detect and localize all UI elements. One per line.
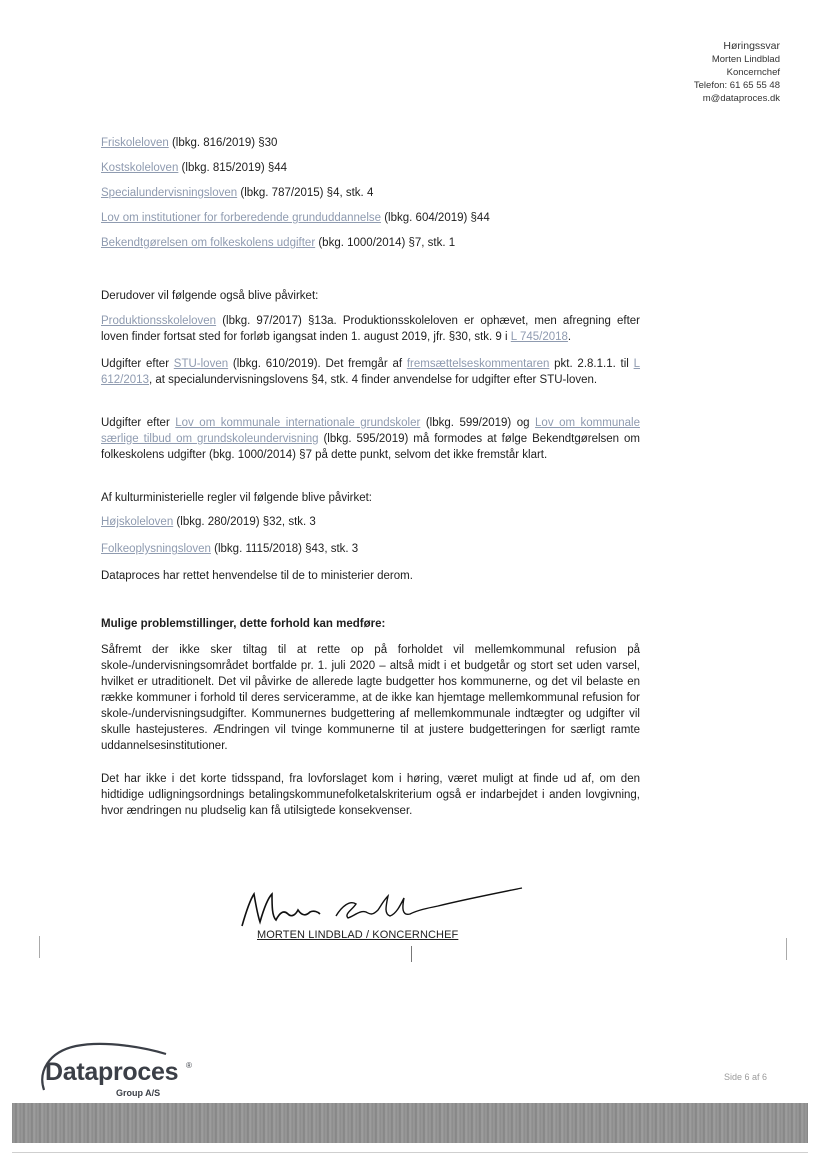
law-link[interactable]: Bekendtgørelsen om folkeskolens udgifter (101, 237, 316, 249)
law-link[interactable]: fremsættelseskommentaren (406, 358, 550, 370)
law-item-friskole (101, 137, 277, 149)
header-name: Morten Lindblad (711, 54, 780, 65)
law-ref: (lbkg. 604/2019) §44 (381, 212, 490, 224)
law-link[interactable]: Folkeoplysningsloven (101, 543, 211, 555)
paragraph-grundskoler (101, 415, 640, 463)
law-link[interactable]: Produktionsskoleloven (101, 315, 217, 327)
paragraph-text: (lbkg. 610/2019). Det fremgår af (228, 358, 407, 370)
margin-mark-right (786, 938, 787, 960)
law-link[interactable]: Lov om kommunale internationale grundskoler (175, 417, 421, 429)
signature-image (232, 886, 532, 932)
signature-tick (411, 946, 412, 962)
law-item-specialundervisning (101, 187, 373, 199)
paragraph-produktionsskole (101, 313, 640, 345)
paragraph-text: Udgifter efter (101, 417, 176, 429)
law-link[interactable]: L 745/2018 (510, 331, 568, 343)
law-link[interactable]: Lov om institutioner for forberedende grunduddannelse (101, 212, 382, 224)
law-item-kostskole (101, 162, 287, 174)
letter-header (694, 40, 780, 105)
paragraph-stu (101, 356, 640, 388)
header-role: Koncernchef (726, 67, 780, 78)
law-item-fgu (101, 212, 490, 224)
logo-subtitle: Group A/S (116, 1088, 161, 1098)
law-link[interactable]: Friskoleloven (101, 137, 169, 149)
law-link[interactable]: STU-loven (173, 358, 229, 370)
kultur-intro: Af kulturministerielle regler vil følgende blive påvirket: (101, 492, 372, 504)
signature-name: MORTEN LINDBLAD / KONCERNCHEF (257, 929, 459, 941)
law-item-bekendtgoerelse (101, 237, 455, 249)
margin-mark-left (39, 936, 40, 958)
paragraph-text: (lbkg. 599/2019) og (420, 417, 536, 429)
law-ref: (bkg. 1000/2014) §7, stk. 1 (315, 237, 456, 249)
footer-rule (12, 1152, 808, 1153)
page-number: Side 6 af 6 (724, 1072, 768, 1082)
header-email: m@dataproces.dk (702, 93, 780, 104)
header-phone: Telefon: 61 65 55 48 (693, 80, 780, 91)
law-ref: (lbkg. 815/2019) §44 (178, 162, 288, 174)
paragraph-text: Udgifter efter (101, 358, 174, 370)
law-link[interactable]: L 612/2013 (101, 358, 641, 386)
paragraph-text: , at specialundervisningslovens §4, stk. 4 finder anvendelse for udgifter efter STU-loven. (148, 374, 598, 386)
logo-wordmark: Dataproces (45, 1058, 179, 1086)
paragraph-text: (lbkg. 595/2019) må formodes at følge Bekendtgørelsen om folkeskolens udgifter (bkg. 1000/2014) §7 på dette punkt, selvom det ikke fremstår klart. (101, 433, 640, 461)
law-link[interactable]: Kostskoleloven (101, 162, 179, 174)
paragraph-udligning: Det har ikke i det korte tidsspand, fra lovforslaget kom i høring, været muligt at finde ud af, om den hidtidige udligningsordnings betalingskommunefolketalskriterium også er indarbejdet i anden lovgivning, hvor ændringen nu pludselig kan få utilsigtede konsekvenser. (101, 773, 640, 817)
paragraph-text: . (567, 331, 572, 343)
law-link[interactable]: Lov om kommunale særlige tilbud om grundskoleundervisning (101, 417, 640, 445)
law-ref: (lbkg. 280/2019) §32, stk. 3 (173, 516, 316, 528)
law-ref: (lbkg. 1115/2018) §43, stk. 3 (210, 543, 359, 555)
paragraph-text: pkt. 2.8.1.1. til (549, 358, 634, 370)
law-link[interactable]: Højskoleloven (101, 516, 174, 528)
law-item-folkeoplysning (101, 543, 358, 555)
header-title: Høringssvar (723, 40, 780, 52)
footer-bar (12, 1103, 808, 1143)
law-ref: (lbkg. 816/2019) §30 (168, 137, 278, 149)
law-ref: (lbkg. 787/2015) §4, stk. 4 (237, 187, 374, 199)
section2-heading: Mulige problemstillinger, dette forhold kan medføre: (101, 618, 386, 630)
section1-intro: Derudover vil følgende også blive påvirket: (101, 290, 319, 302)
paragraph-consequences: Såfremt der ikke sker tiltag til at rette op på forholdet vil mellemkommunal refusion på skole-/undervisningsområdet bortfalde pr. 1. juli 2020 – altså midt i et budgetår og stort set uden varsel, hvilket er utraditionelt. Det vil påvirke de allerede lagte budgetter hos kommunerne, og det vil belaste en række kommuner i forhold til deres serviceramme, at de ikke kan hjemtage mellemkommunal refusion for skole-/undervisningsudgifter. Kommunernes budgettering af mellemkommunale indtægter og udgifter vil skulle hastejusteres. Ændringen vil tvinge kommunerne til at justere budgetteringen for særligt ramte uddannelsesinstitutioner. (101, 644, 640, 752)
law-item-hoejskole (101, 516, 316, 528)
closing-note: Dataproces har rettet henvendelse til de to ministerier derom. (101, 570, 413, 582)
paragraph-text: (lbkg. 97/2017) §13a. Produktionsskoleloven er ophævet, men afregning efter loven finder fortsat sted for forløb igangsat inden 1. august 2019, jfr. §30, stk. 9 i (101, 315, 640, 343)
logo-registered-mark: ® (186, 1061, 192, 1070)
law-link[interactable]: Specialundervisningsloven (101, 187, 238, 199)
